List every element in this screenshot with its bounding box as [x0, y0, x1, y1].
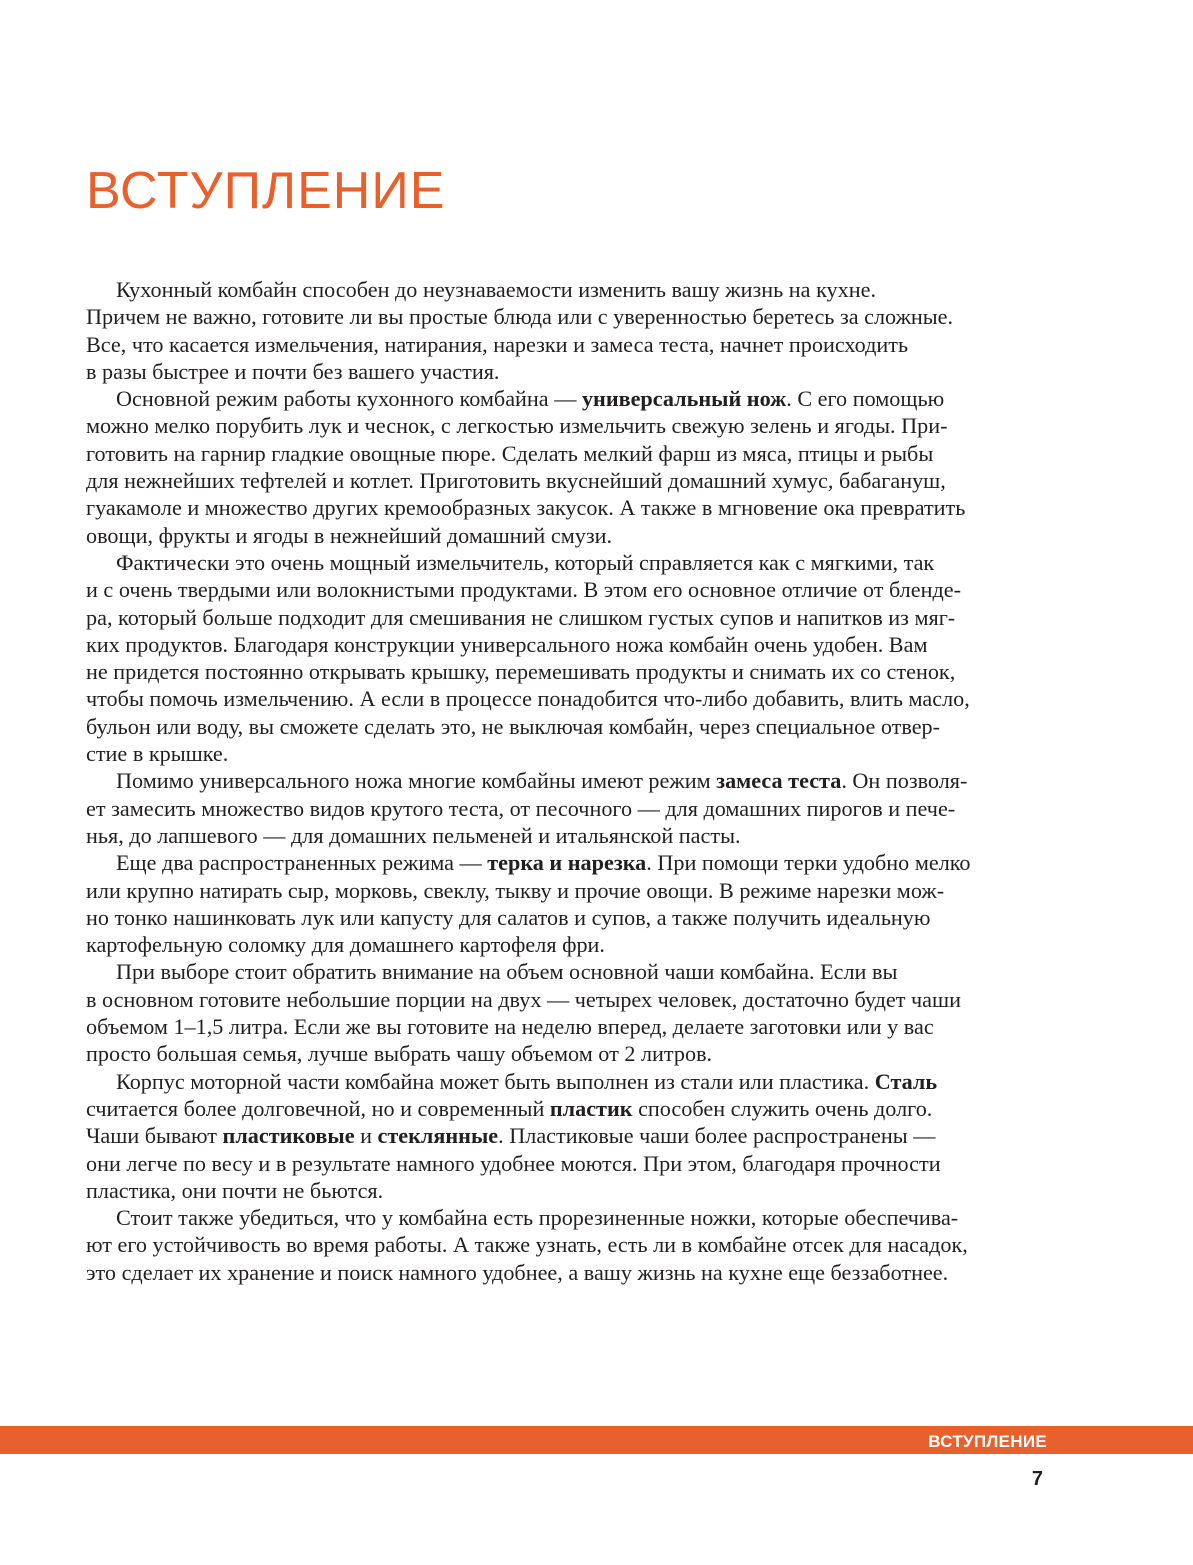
- text-line: [86, 1177, 1044, 1204]
- paragraph: [86, 385, 1044, 549]
- text-line: [86, 604, 1044, 631]
- running-footer-section: ВСТУПЛЕНИЕ: [928, 1432, 1047, 1451]
- text-run: . Пластиковые чаши более распространены —: [498, 1123, 936, 1149]
- text-run: Помимо универсального ножа многие комбайны имеют режим: [116, 768, 717, 794]
- text-line: [86, 412, 1044, 439]
- text-line: [86, 849, 1044, 876]
- text-line: [86, 740, 1044, 767]
- text-run: но тонко нашинковать лук или капусту для салатов и супов, а также получить идеальную: [86, 904, 931, 930]
- text-line: [86, 685, 1044, 712]
- text-line: [86, 549, 1044, 576]
- text-run: стие в крышке.: [86, 741, 229, 767]
- text-line: [86, 931, 1044, 958]
- text-line: [86, 385, 1044, 412]
- text-run: и: [354, 1123, 378, 1149]
- text-line: [86, 822, 1044, 849]
- text-line: [86, 1095, 1044, 1122]
- text-line: [86, 1259, 1044, 1286]
- text-run: объемом 1–1,5 литра. Если же вы готовите на неделю вперед, делаете заготовки или у вас: [86, 1014, 934, 1040]
- text-run: ет замесить множество видов крутого теста, от песочного — для домашних пирогов и пече-: [86, 795, 956, 821]
- text-run: в разы быстрее и почти без вашего участия.: [86, 358, 500, 384]
- text-run: бульон или воду, вы сможете сделать это, не выключая комбайн, через специальное отвер-: [86, 713, 941, 739]
- bold-term: терка и нарезка: [487, 850, 647, 876]
- text-run: Чаши бывают: [86, 1123, 223, 1149]
- text-line: [86, 1231, 1044, 1258]
- text-run: или крупно натирать сыр, морковь, свеклу, тыкву и прочие овощи. В режиме нарезки мож-: [86, 877, 945, 903]
- paragraph: [86, 1068, 1044, 1204]
- bold-term: замеса теста: [716, 768, 842, 794]
- text-run: способен служить очень долго.: [632, 1095, 933, 1121]
- paragraph: [86, 1204, 1044, 1286]
- text-line: [86, 331, 1044, 358]
- text-run: ют его устойчивость во время работы. А также узнать, есть ли в комбайне отсек для насадок,: [86, 1232, 968, 1258]
- text-line: [86, 494, 1044, 521]
- text-run: можно мелко порубить лук и чеснок, с легкостью измельчить свежую зелень и ягоды. При-: [86, 413, 948, 439]
- text-line: [86, 631, 1044, 658]
- text-line: [86, 276, 1044, 303]
- text-run: не придется постоянно открывать крышку, перемешивать продукты и снимать их со стенок,: [86, 659, 956, 685]
- text-line: [86, 795, 1044, 822]
- text-run: Причем не важно, готовите ли вы простые блюда или с уверенностью беретесь за сложные.: [86, 304, 954, 330]
- text-run: Стоит также убедиться, что у комбайна есть прорезиненные ножки, которые обеспечива-: [116, 1205, 959, 1231]
- text-line: [86, 958, 1044, 985]
- text-run: гуакамоле и множество других кремообразных закусок. А также в мгновение ока превратить: [86, 495, 966, 521]
- text-run: Фактически это очень мощный измельчитель, который справляется как с мягкими, так: [116, 549, 935, 575]
- text-run: готовить на гарнир гладкие овощные пюре. Сделать мелкий фарш из мяса, птицы и рыбы: [86, 440, 934, 466]
- text-line: [86, 767, 1044, 794]
- page-number: 7: [1031, 1468, 1043, 1490]
- text-run: . С его помощью: [786, 386, 945, 412]
- text-run: овощи, фрукты и ягоды в нежнейший домашний смузи.: [86, 522, 613, 548]
- text-run: в основном готовите небольшие порции на двух — четырех человек, достаточно будет чаши: [86, 986, 961, 1012]
- text-run: и с очень твердыми или волокнистыми продуктами. В этом его основное отличие от бленде-: [86, 577, 961, 603]
- body-text: [86, 276, 1044, 1286]
- paragraph: [86, 849, 1044, 958]
- chapter-title: ВСТУПЛЕНИЕ: [86, 162, 446, 220]
- text-run: считается более долговечной, но и современный: [86, 1095, 550, 1121]
- text-line: [86, 522, 1044, 549]
- text-line: [86, 1204, 1044, 1231]
- text-run: чтобы помочь измельчению. А если в процессе понадобится что-либо добавить, влить масло,: [86, 686, 970, 712]
- bold-term: стеклянные: [377, 1123, 499, 1149]
- text-line: [86, 713, 1044, 740]
- paragraph: [86, 767, 1044, 849]
- text-line: [86, 658, 1044, 685]
- text-run: картофельную соломку для домашнего картофеля фри.: [86, 932, 605, 958]
- bold-term: пластиковые: [222, 1123, 355, 1149]
- text-run: При выборе стоит обратить внимание на объем основной чаши комбайна. Если вы: [116, 959, 898, 985]
- text-run: пластика, они почти не бьются.: [86, 1177, 384, 1203]
- text-run: Основной режим работы кухонного комбайна —: [116, 386, 582, 412]
- text-run: они легче по весу и в результате намного удобнее моются. При этом, благодаря прочности: [86, 1150, 941, 1176]
- bold-term: универсальный нож: [581, 386, 787, 412]
- text-run: это сделает их хранение и поиск намного удобнее, а вашу жизнь на кухне еще беззаботнее.: [86, 1259, 949, 1285]
- text-line: [86, 1150, 1044, 1177]
- text-line: [86, 576, 1044, 603]
- text-line: [86, 1068, 1044, 1095]
- text-run: Кухонный комбайн способен до неузнаваемости изменить вашу жизнь на кухне.: [116, 277, 876, 302]
- text-line: [86, 358, 1044, 385]
- text-run: просто большая семья, лучше выбрать чашу объемом от 2 литров.: [86, 1041, 713, 1067]
- bold-term: пластик: [549, 1095, 633, 1121]
- text-run: Корпус моторной части комбайна может быть выполнен из стали или пластика.: [116, 1068, 875, 1094]
- text-run: ких продуктов. Благодаря конструкции универсального ножа комбайн очень удобен. Вам: [86, 631, 928, 657]
- paragraph: [86, 276, 1044, 385]
- text-line: [86, 877, 1044, 904]
- paragraph: [86, 549, 1044, 767]
- text-line: [86, 467, 1044, 494]
- paragraph: [86, 958, 1044, 1067]
- text-run: нья, до лапшевого — для домашних пельменей и итальянской пасты.: [86, 822, 741, 848]
- text-line: [86, 1013, 1044, 1040]
- bold-term: Сталь: [874, 1068, 938, 1094]
- text-run: Все, что касается измельчения, натирания, нарезки и замеса теста, начнет происходить: [86, 331, 909, 357]
- text-line: [86, 904, 1044, 931]
- text-run: ра, который больше подходит для смешивания не слишком густых супов и напитков из мяг-: [86, 604, 956, 630]
- text-line: [86, 1040, 1044, 1067]
- text-run: Еще два распространенных режима —: [116, 850, 488, 876]
- text-run: . При помощи терки удобно мелко: [646, 850, 971, 876]
- text-line: [86, 1122, 1044, 1149]
- text-line: [86, 303, 1044, 330]
- text-line: [86, 986, 1044, 1013]
- text-run: . Он позволя-: [841, 768, 968, 794]
- text-run: для нежнейших тефтелей и котлет. Приготовить вкуснейший домашний хумус, бабагануш,: [86, 468, 946, 494]
- text-line: [86, 440, 1044, 467]
